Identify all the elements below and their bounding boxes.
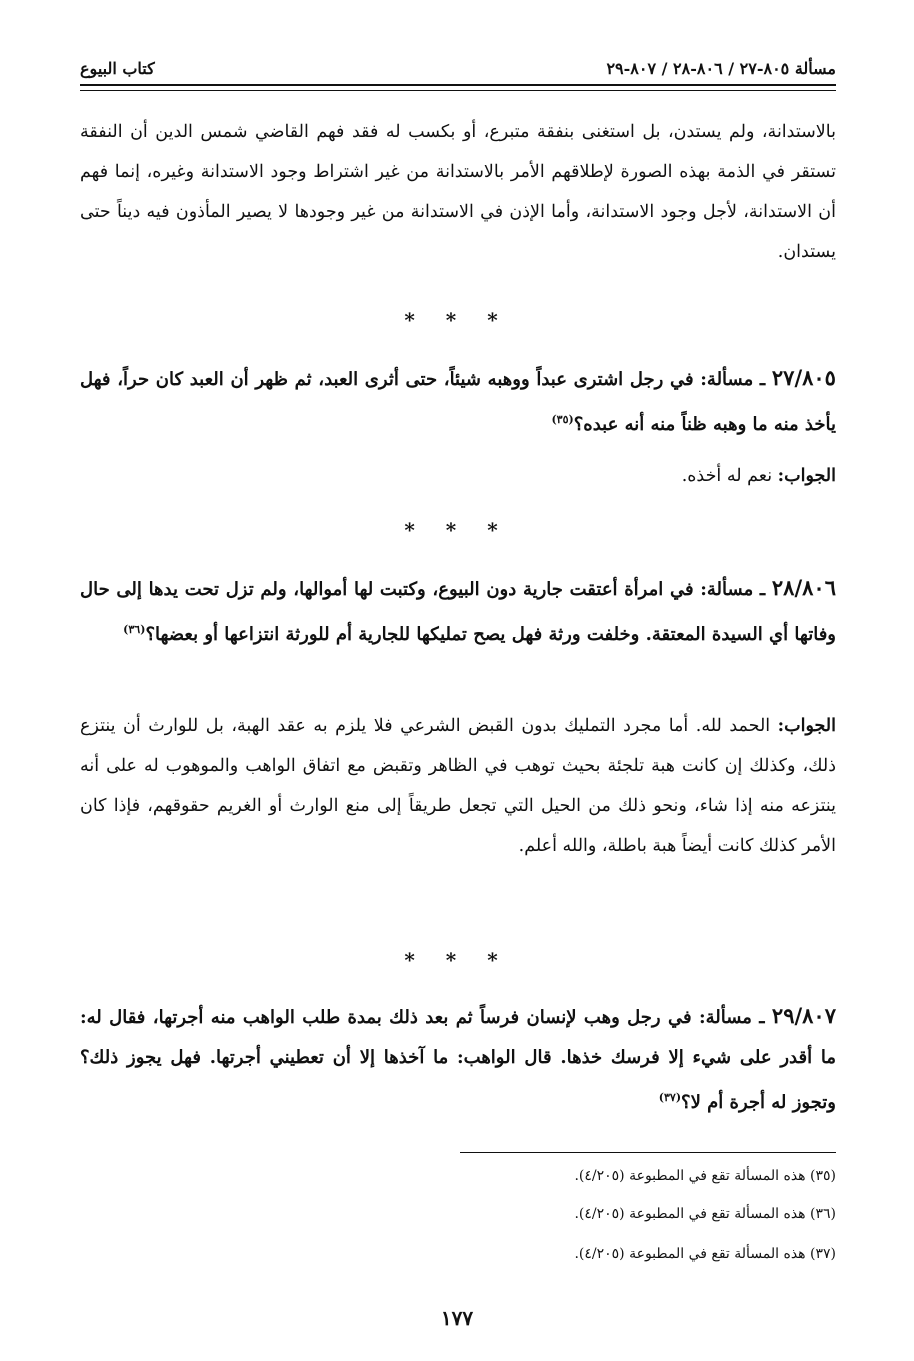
question-text: في رجل وهب لإنسان فرساً ثم بعد ذلك بمدة طلب الواهب منه أجرتها، فقال له: ما أقدر على شيء إلا فرسك خذها. قال الواهب: ما آخذها إلا أن تعطيني أجرتها. فهل يجوز ذلك؟ وتجوز له أجرة أم لا؟ <box>80 1007 836 1113</box>
section-separator: * * * <box>404 518 510 542</box>
question-805 <box>80 358 836 445</box>
answer-text: الحمد لله. أما مجرد التمليك بدون القبض الشرعي فلا يلزم به عقد الهبة، بل للوارث أن ينتزع ذلك، وكذلك إن كانت هبة تلجئة بحيث توهب في الظاهر وتقبض مع اتفاق الواهب والموهوب له على أنه ينتزعه منه إذا شاء، ونحو ذلك من الحيل التي تجعل طريقاً إلى منع الوارث أو الغريم حقوقهم، فإذا كان الأمر كذلك كانت أيضاً هبة باطلة، والله أعلم. <box>80 716 836 856</box>
paragraph-text: بالاستدانة، ولم يستدن، بل استغنى بنفقة متبرع، أو بكسب له فقد فهم القاضي شمس الدين أن النفقة تستقر في الذمة بهذه الصورة لإطلاقهم الأمر بالاستدانة من غير اشتراط وجود الاستدانة وغيره، إنما فهم أن الاستدانة، لأجل وجود الاستدانة، وأما الإذن في الاستدانة من غير وجودها لا يصير المأذون فيه ديناً حتى يستدان. <box>80 122 836 262</box>
running-head-issues: مسألة ٨٠٥-٢٧ / ٨٠٦-٢٨ / ٨٠٧-٢٩ <box>606 59 836 78</box>
footnote-37: (٣٧) هذه المسألة تقع في المطبوعة (٤/٢٠٥). <box>574 1246 836 1262</box>
question-text: في امرأة أعتقت جارية دون البيوع، وكتبت لها أموالها، ولم تزل تحت يدها إلى حال وفاتها أي السيدة المعتقة. وخلفت ورثة فهل يصح تمليكها للجارية أم للورثة انتزاعها أو بعضها؟ <box>80 579 836 645</box>
footnote-35: (٣٥) هذه المسألة تقع في المطبوعة (٤/٢٠٥). <box>574 1168 836 1184</box>
page-number: ١٧٧ <box>440 1306 474 1330</box>
running-head <box>80 46 836 78</box>
question-number: ٢٧/٨٠٥ <box>771 365 836 390</box>
question-label: ـ مسألة: <box>700 369 766 390</box>
section-separator: * * * <box>404 308 510 332</box>
answer-label: الجواب: <box>777 466 836 486</box>
question-text: في رجل اشترى عبداً ووهبه شيئاً، حتى أثرى العبد، ثم ظهر أن العبد كان حراً، فهل يأخذ منه ما وهبه ظناً منه أنه عبده؟ <box>80 369 836 435</box>
answer-text: نعم له أخذه. <box>681 466 773 486</box>
footnote-36: (٣٦) هذه المسألة تقع في المطبوعة (٤/٢٠٥). <box>574 1206 836 1222</box>
running-head-chapter: كتاب البيوع <box>80 59 155 78</box>
question-806 <box>80 568 836 655</box>
question-number: ٢٨/٨٠٦ <box>771 575 836 600</box>
answer-805 <box>80 456 836 496</box>
answer-label: الجواب: <box>777 716 836 736</box>
question-807 <box>80 996 836 1123</box>
header-rule-thin <box>80 90 836 91</box>
footnote-ref: (٣٧) <box>658 1091 682 1104</box>
question-number: ٢٩/٨٠٧ <box>771 1003 836 1028</box>
footnote-ref: (٣٦) <box>123 623 146 636</box>
section-separator: * * * <box>404 948 510 972</box>
header-rule-thick <box>80 84 836 86</box>
footnote-ref: (٣٥) <box>551 413 574 426</box>
question-label: ـ مسألة: <box>698 1007 765 1028</box>
paragraph-continuation <box>80 112 836 272</box>
answer-806 <box>80 706 836 866</box>
footnote-rule <box>460 1152 836 1153</box>
question-label: ـ مسألة: <box>700 579 766 600</box>
